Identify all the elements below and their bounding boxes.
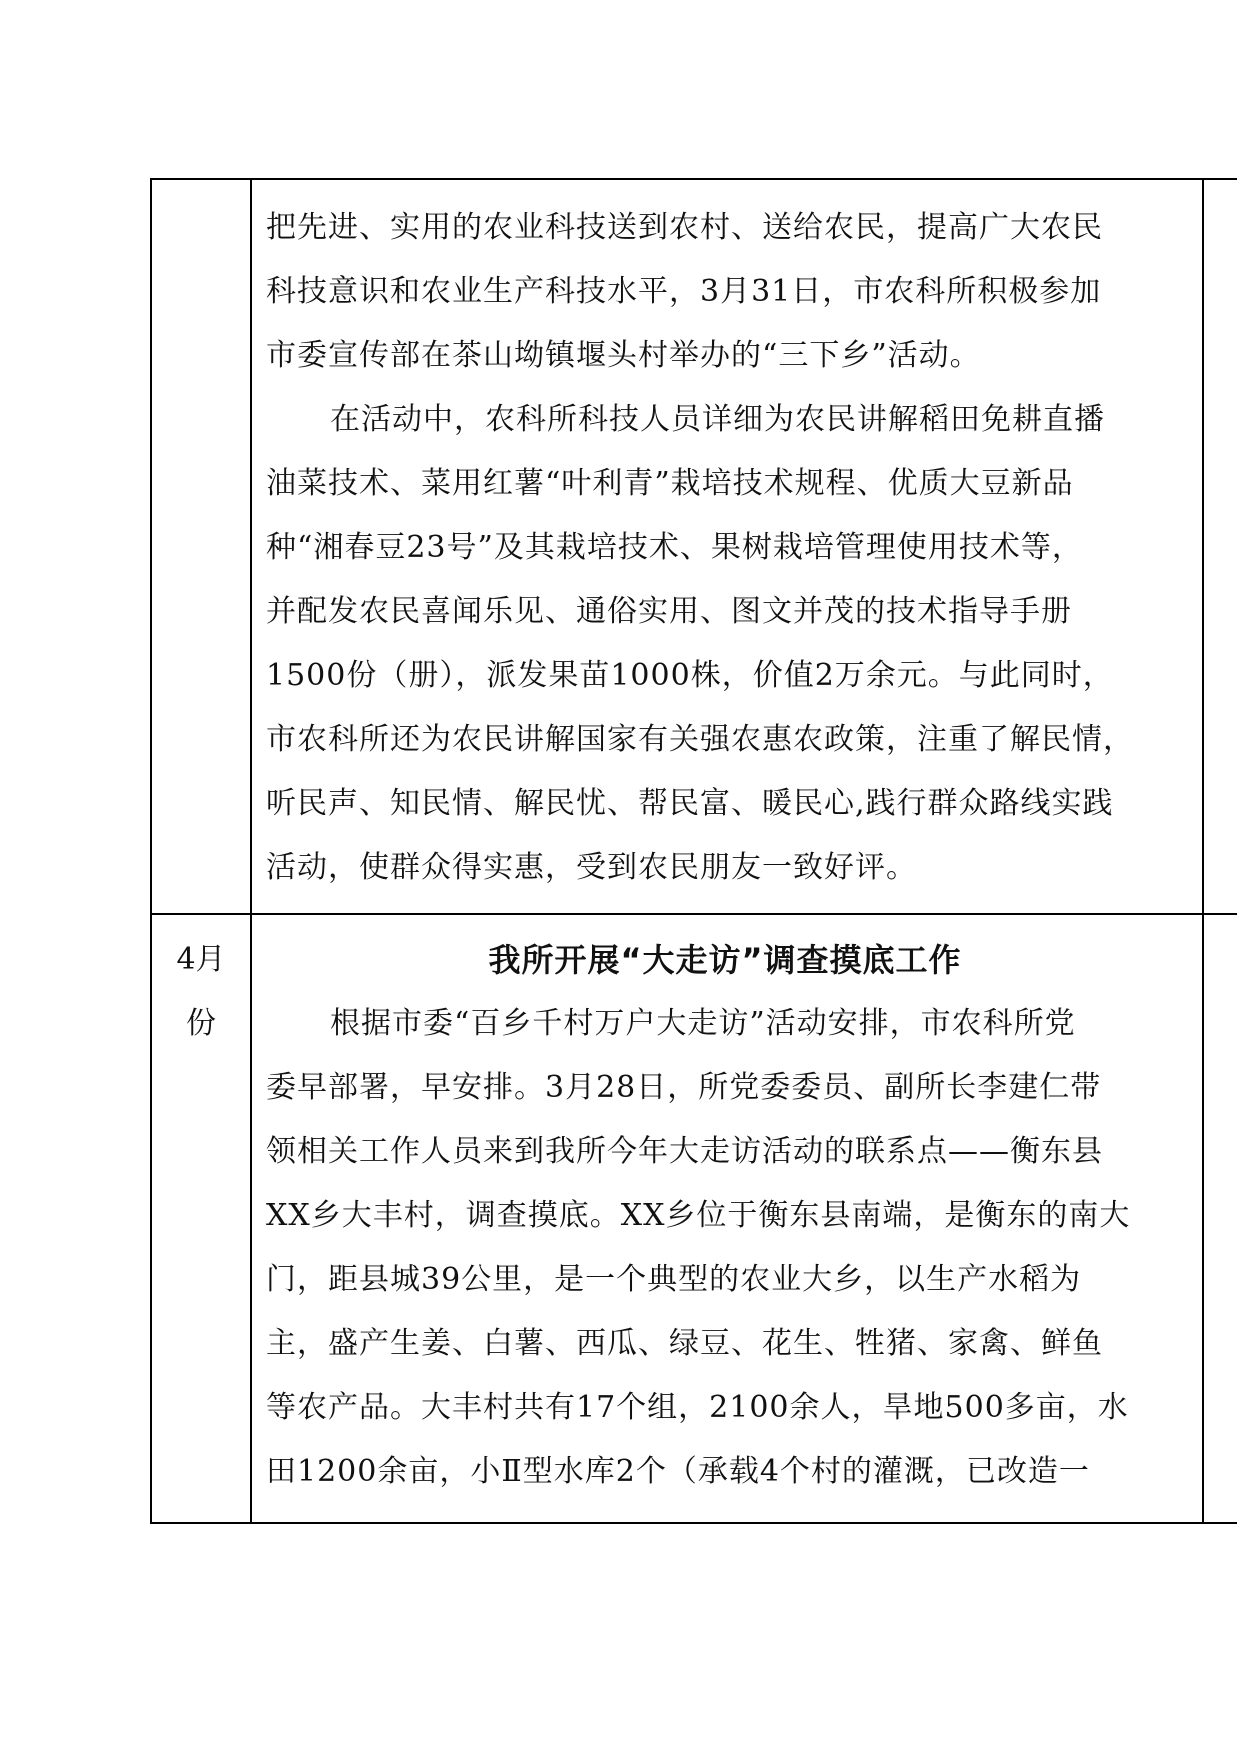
row2-line: 根据市委“百乡千村万户大走访”活动安排，市农科所党 [330, 1006, 1076, 1041]
row1-line: 把先进、实用的农业科技送到农村、送给农民，提高广大农民 [266, 210, 1103, 245]
row2-content [266, 992, 1184, 1504]
row1-line: 在活动中，农科所科技人员详细为农民讲解稻田免耕直播 [330, 402, 1105, 437]
row1-content [266, 196, 1184, 900]
row1-line: 活动，使群众得实惠，受到农民朋友一致好评。 [266, 850, 917, 885]
row2-line: 领相关工作人员来到我所今年大走访活动的联系点——衡东县 [266, 1134, 1103, 1169]
row1-line: 听民声、知民情、解民忧、帮民富、暖民心,践行群众路线实践 [266, 786, 1114, 821]
row1-line: 市农科所还为农民讲解国家有关强农惠农政策，注重了解民情， [266, 722, 1134, 757]
row1-line: 油菜技术、菜用红薯“叶利青”栽培技术规程、优质大豆新品 [266, 466, 1074, 501]
row1-line: 科技意识和农业生产科技水平，3月31日，市农科所积极参加 [266, 274, 1102, 309]
row2-line: 田1200余亩，小Ⅱ型水库2个（承载4个村的灌溉，已改造一 [266, 1454, 1090, 1489]
table-column-divider-left [250, 178, 252, 1524]
row2-line: XX乡大丰村，调查摸底。XX乡位于衡东县南端，是衡东的南大 [266, 1198, 1131, 1233]
table-row-divider [150, 913, 1237, 915]
table-column-divider-right [1202, 178, 1204, 1524]
row1-line: 种“湘春豆23号”及其栽培技术、果树栽培管理使用技术等， [266, 530, 1083, 565]
month-label-suffix: 份 [186, 1006, 216, 1041]
row2-line: 主，盛产生姜、白薯、西瓜、绿豆、花生、牲猪、家禽、鲜鱼 [266, 1326, 1103, 1361]
month-label: 4月 [176, 942, 226, 977]
row1-line: 并配发农民喜闻乐见、通俗实用、图文并茂的技术指导手册 [266, 594, 1072, 629]
row1-line: 市委宣传部在茶山坳镇堰头村举办的“三下乡”活动。 [266, 338, 981, 373]
row1-line: 1500份（册），派发果苗1000株，价值2万余元。与此同时， [266, 658, 1114, 693]
month-cell [152, 928, 250, 1056]
row2-line: 委早部署，早安排。3月28日，所党委委员、副所长李建仁带 [266, 1070, 1102, 1105]
row2-line: 等农产品。大丰村共有17个组，2100余人，旱地500多亩，水 [266, 1390, 1129, 1425]
row2-line: 门，距县城39公里，是一个典型的农业大乡，以生产水稻为 [266, 1262, 1082, 1297]
section-title: 我所开展“大走访”调查摸底工作 [488, 941, 962, 979]
